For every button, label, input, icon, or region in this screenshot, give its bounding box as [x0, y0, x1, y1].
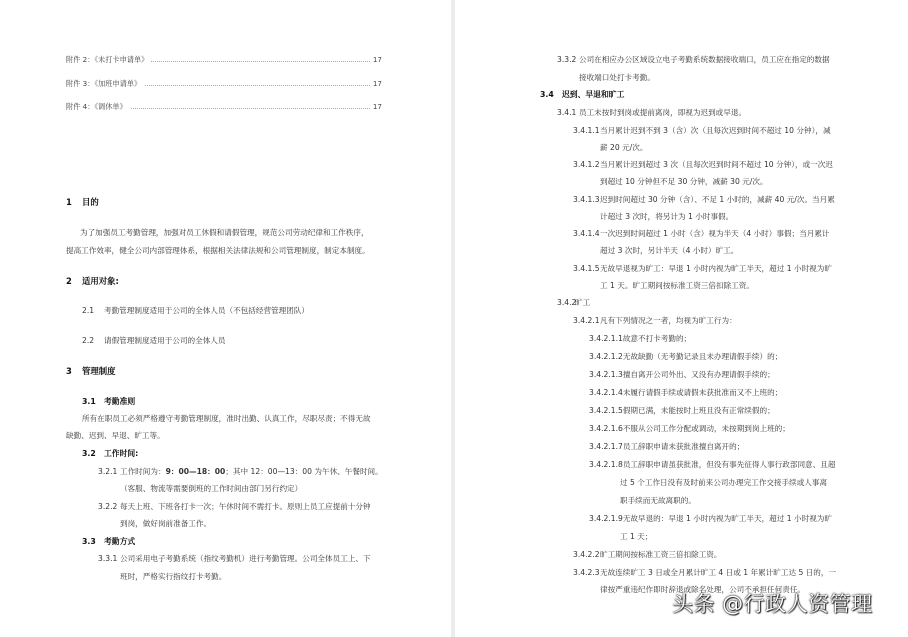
clause-continuation: 计超过 3 次时，将另计为 1 小时事假。 — [600, 212, 734, 221]
clause-continuation: 超过 3 次时，另计半天（4 小时）旷工。 — [600, 246, 739, 255]
heading-section-1 — [66, 197, 99, 207]
watermark: 头条 @行政人资管理 — [672, 592, 873, 616]
paragraph-line: 所有在职员工必须严格遵守考勤管理制度，准时出勤、认真工作，尽职尽责；不得无故 — [82, 414, 371, 423]
item-number: 3.4.2.1.6 — [589, 424, 623, 433]
heading-3-4 — [540, 90, 624, 100]
item-number: 3.4.2.1.5 — [589, 406, 623, 415]
clause-number: 3.4.1.5 — [573, 264, 600, 273]
section-title: 迟到、早退和旷工 — [562, 90, 625, 99]
paragraph-line: 缺勤、迟到、早退、旷工等。 — [66, 431, 165, 440]
paragraph-line: 提高工作效率，健全公司内部管理体系，根据相关法律法规和公司管理制度，制定本制度。 — [66, 246, 370, 255]
clause-number: 3.4.1.1 — [573, 126, 600, 135]
item-number: 3.4.2.1.7 — [589, 442, 623, 451]
clause-text: 旷工 — [575, 298, 591, 307]
clause-continuation: 接收端口处打卡考勤。 — [579, 73, 655, 82]
clause-continuation: 到超过 10 分钟但不足 30 分钟，减薪 30 元/次。 — [600, 177, 768, 186]
item-text: 员工辞职申请虽获批准，但没有事先征得人事行政部同意、且超 — [622, 460, 836, 469]
item-text: 故意不打卡考勤的； — [622, 334, 692, 343]
clause-continuation: 工 1 天。旷工期间按标准工资三倍扣除工资。 — [600, 281, 754, 290]
section-title: 考勤准则 — [104, 397, 136, 406]
item-number: 3.4.2.1.8 — [589, 460, 623, 469]
heading-3-1 — [82, 397, 135, 407]
clause-3-4-2-2 — [573, 550, 722, 560]
toc-entry[interactable] — [66, 55, 382, 65]
clause-number: 3.2.1 — [98, 467, 118, 476]
clause-text: 考勤管理制度适用于公司的全体人员（不包括经营管理团队） — [104, 306, 310, 315]
section-title: 考勤方式 — [104, 537, 136, 546]
item-number: 3.4.2.1.3 — [589, 370, 623, 379]
clause-number: 3.4.2 — [557, 298, 577, 307]
clause-text: 员工未按时到岗或提前离岗，即视为迟到或早退。 — [579, 108, 747, 117]
clause-3-3-1 — [98, 554, 371, 564]
clause-3-4-1-1 — [573, 126, 831, 136]
toc-label: 附件 4：《调休单》 — [66, 102, 130, 112]
toc-entry[interactable] — [66, 79, 382, 89]
clause-continuation: 薪 20 元/次。 — [600, 143, 648, 152]
document-page-left — [0, 0, 451, 637]
clause-note: （客服、物流等需要倒班的工作时间由部门另行约定） — [120, 484, 303, 493]
clause-3-4-1-3 — [573, 195, 835, 205]
section-number: 1 — [66, 197, 72, 207]
clause-number: 3.4.2.3 — [573, 568, 600, 577]
section-number: 3.2 — [82, 449, 96, 458]
work-hours: 9：00—18：00 — [165, 467, 226, 476]
section-number: 3 — [66, 366, 72, 376]
toc-label: 附件 2：《未打卡申请单》 — [66, 55, 151, 65]
item-number: 3.4.2.1.4 — [589, 388, 623, 397]
clause-3-4-2-1 — [573, 316, 737, 326]
clause-3-2-2 — [98, 502, 371, 512]
clause-3-3-2 — [557, 55, 830, 65]
section-number: 3.4 — [540, 90, 554, 99]
item-text: 员工辞职申请未获批准擅自离开的； — [622, 442, 745, 451]
item-continuation: 职手续而无故离职的。 — [620, 496, 696, 505]
clause-text: 凡有下列情况之一者，均视为旷工行为： — [600, 316, 737, 325]
item-continuation: 过 5 个工作日没有及时前来公司办理完工作交接手续或人事离 — [620, 478, 828, 487]
clause-continuation: 律按严重违纪作即时辞退或除名处理，公司不承担任何责任。 — [600, 585, 806, 594]
clause-number: 3.4.2.2 — [573, 550, 600, 559]
section-title: 管理制度 — [82, 366, 116, 376]
item-text: 擅自离开公司外出、又没有办理请假手续的； — [622, 370, 775, 379]
clause-text: 旷工期间按标准工资三倍扣除工资。 — [600, 550, 722, 559]
item-text: 无故早退的：早退 1 小时内视为旷工半天，超过 1 小时视为旷 — [622, 514, 832, 523]
clause-text: 当月累计迟到超过 3 次（且每次迟到时间不超过 10 分钟），或一次迟 — [600, 160, 833, 169]
section-title: 工作时间: — [104, 449, 139, 458]
clause-3-4-1-4 — [573, 229, 830, 239]
clause-number: 2.2 — [82, 336, 95, 345]
item-text: 无故缺勤（无考勤记录且未办理请假手续）的； — [622, 352, 783, 361]
clause-number: 2.1 — [82, 306, 95, 315]
clause-text: 迟到时间超过 30 分钟（含）、不足 1 小时的，减薪 40 元/次。当月累 — [600, 195, 835, 204]
clause-text: 请假管理制度适用于公司的全体人员 — [104, 336, 226, 345]
clause-number: 3.4.1.4 — [573, 229, 600, 238]
toc-label: 附件 3：《加班申请单》 — [66, 79, 144, 89]
item-continuation: 工 1 天； — [620, 532, 653, 541]
clause-text: 每天上班、下班各打卡一次；午休时间不需打卡。原则上员工应提前十分钟 — [120, 502, 371, 511]
clause-3-4-1-2 — [573, 160, 833, 170]
paragraph-line: 为了加强员工考勤管理，加强对员工休假和请假管理，规范公司劳动纪律和工作秩序， — [80, 228, 369, 237]
item-text: 不服从公司工作分配或调动，未按期到岗上班的； — [622, 424, 790, 433]
clause-text: 无故连续旷工 3 日或全月累计旷工 4 日或 1 年累计旷工达 5 日的，一 — [600, 568, 837, 577]
clause-3-4-2-3 — [573, 568, 836, 578]
clause-number: 3.4.2.1 — [573, 316, 600, 325]
toc-page-number: 17 — [372, 55, 382, 64]
clause-number: 3.4.1 — [557, 108, 577, 117]
list-item — [589, 442, 744, 452]
clause-text: 工作时间为： — [120, 467, 166, 476]
clause-continuation: 班时，严格实行指纹打卡考勤。 — [120, 572, 227, 581]
clause-number: 3.3.2 — [557, 55, 577, 64]
section-number: 3.1 — [82, 397, 96, 406]
heading-section-3 — [66, 366, 116, 376]
clause-number: 3.4.1.3 — [573, 195, 600, 204]
clause-text: 当月累计迟到不到 3（含）次（且每次迟到时间不超过 10 分钟），减 — [600, 126, 831, 135]
section-title: 目的 — [82, 197, 99, 207]
clause-2-2 — [82, 336, 226, 346]
list-item — [589, 424, 790, 434]
clause-text: 公司在相应办公区域设立电子考勤系统数据接收端口，员工应在指定的数据 — [579, 55, 830, 64]
clause-number: 3.4.1.2 — [573, 160, 600, 169]
clause-3-4-1-5 — [573, 264, 832, 274]
heading-section-2 — [66, 276, 119, 286]
clause-number: 3.3.1 — [98, 554, 118, 563]
list-item — [589, 406, 775, 416]
clause-text: ；其中 12：00—13：00 为午休、午餐时间。 — [225, 467, 383, 476]
list-item — [589, 334, 691, 344]
heading-3-3 — [82, 537, 135, 547]
toc-page-number: 17 — [372, 102, 382, 111]
list-item — [589, 370, 775, 380]
section-number: 3.3 — [82, 537, 96, 546]
item-number: 3.4.2.1.9 — [589, 514, 623, 523]
clause-3-2-1 — [98, 467, 383, 477]
clause-continuation: 到岗，做好岗前准备工作。 — [120, 519, 212, 528]
clause-3-4-2 — [557, 298, 590, 308]
clause-text: 一次迟到时间超过 1 小时（含）视为半天（4 小时）事假；当月累计 — [600, 229, 830, 238]
clause-3-4-1 — [557, 108, 746, 118]
list-item — [589, 514, 832, 524]
item-number: 3.4.2.1.1 — [589, 334, 623, 343]
item-text: 假期已满，未能按时上班且没有正常续假的； — [622, 406, 775, 415]
toc-entry[interactable] — [66, 102, 382, 112]
list-item — [589, 388, 782, 398]
clause-number: 3.2.2 — [98, 502, 118, 511]
section-title: 适用对象: — [82, 276, 119, 286]
clause-text: 无故早退视为旷工：早退 1 小时内视为旷工半天，超过 1 小时视为旷 — [600, 264, 832, 273]
heading-3-2 — [82, 449, 138, 459]
clause-text: 公司采用电子考勤系统（指纹考勤机）进行考勤管理。公司全体员工上、下 — [120, 554, 371, 563]
item-number: 3.4.2.1.2 — [589, 352, 623, 361]
list-item — [589, 460, 835, 470]
list-item — [589, 352, 782, 362]
section-number: 2 — [66, 276, 72, 286]
toc-page-number: 17 — [372, 79, 382, 88]
item-text: 未履行请假手续或请假未获批准而又不上班的； — [622, 388, 783, 397]
clause-2-1 — [82, 306, 309, 316]
